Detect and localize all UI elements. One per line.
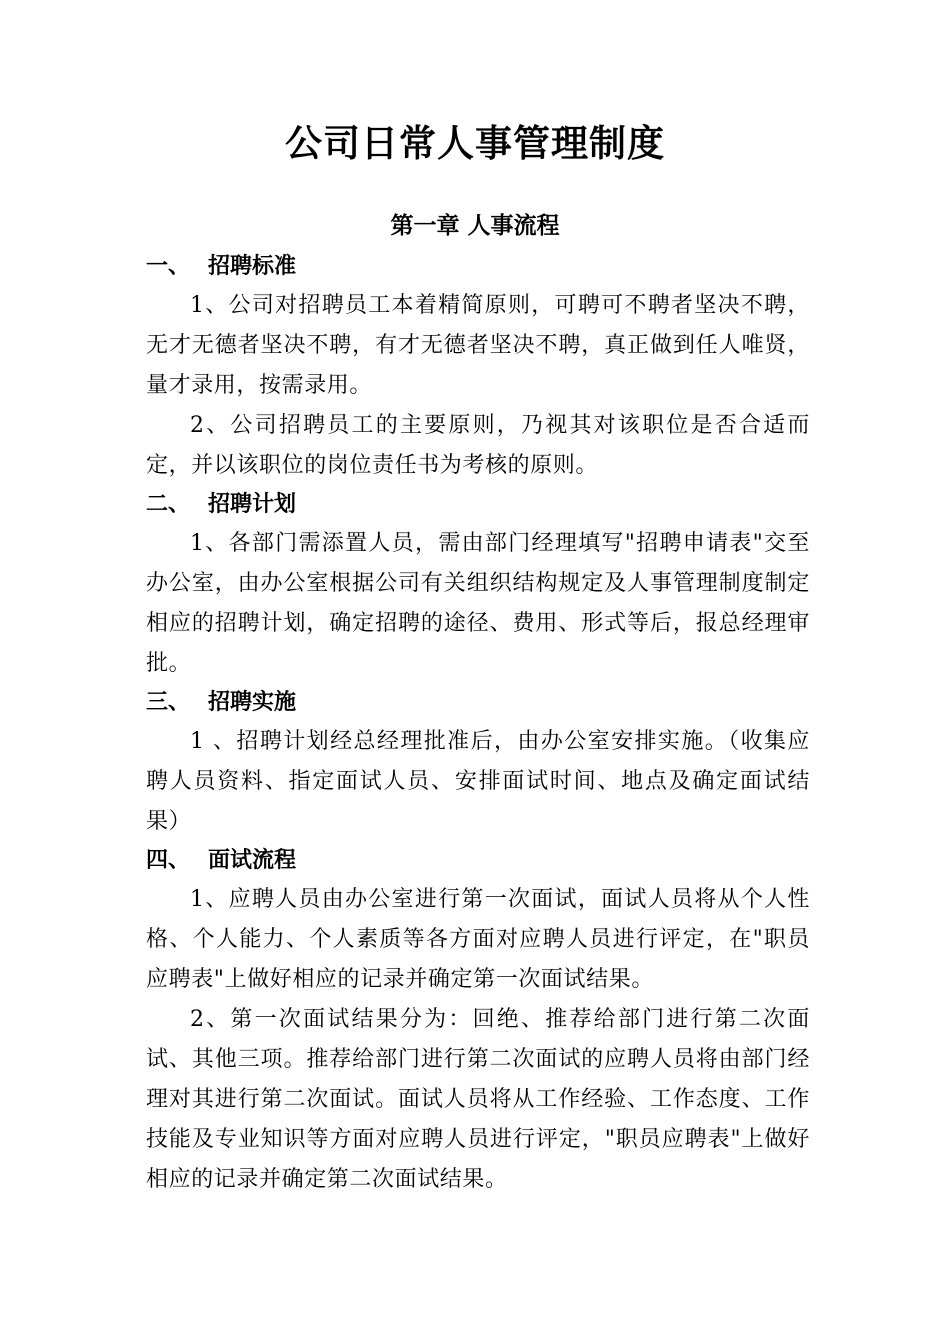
section-number: 三、 xyxy=(146,690,191,715)
section-heading-text: 面试流程 xyxy=(208,848,297,873)
section-heading xyxy=(146,248,810,286)
paragraph: 1 、招聘计划经总经理批准后，由办公室安排实施。（收集应聘人员资料、指定面试人员、安排面试时间、地点及确定面试结果） xyxy=(146,729,810,834)
chapter-title: 第一章 人事流程 xyxy=(390,213,560,239)
paragraph: 1、各部门需添置人员，需由部门经理填写"招聘申请表"交至办公室，由办公室根据公司有关组织结构规定及人事管理制度制定相应的招聘计划，确定招聘的途径、费用、形式等后，报总经理审批。 xyxy=(146,531,810,676)
paragraph: 2、第一次面试结果分为：回绝、推荐给部门进行第二次面试、其他三项。推荐给部门进行第二次面试的应聘人员将由部门经理对其进行第二次面试。面试人员将从工作经验、工作态度、工作技能及专业知识等方面对应聘人员进行评定，"职员应聘表"上做好相应的记录并确定第二次面试结果。 xyxy=(146,1007,810,1192)
document-body xyxy=(146,248,810,1200)
paragraph: 1、公司对招聘员工本着精简原则，可聘可不聘者坚决不聘，无才无德者坚决不聘，有才无德者坚决不聘，真正做到任人唯贤，量才录用，按需录用。 xyxy=(146,293,810,398)
section-heading xyxy=(146,486,810,524)
section-heading-text: 招聘实施 xyxy=(208,690,297,715)
section-number: 一、 xyxy=(146,254,191,279)
paragraph: 1、应聘人员由办公室进行第一次面试，面试人员将从个人性格、个人能力、个人素质等各方面对应聘人员进行评定，在"职员应聘表"上做好相应的记录并确定第一次面试结果。 xyxy=(146,887,810,992)
document-title: 公司日常人事管理制度 xyxy=(285,122,665,165)
section-heading xyxy=(146,842,810,880)
section-heading-text: 招聘计划 xyxy=(208,492,297,517)
section-heading xyxy=(146,684,810,722)
section-number: 四、 xyxy=(146,848,191,873)
section-heading-text: 招聘标准 xyxy=(208,254,297,279)
section-number: 二、 xyxy=(146,492,191,517)
paragraph: 2、公司招聘员工的主要原则，乃视其对该职位是否合适而定，并以该职位的岗位责任书为考核的原则。 xyxy=(146,413,810,478)
